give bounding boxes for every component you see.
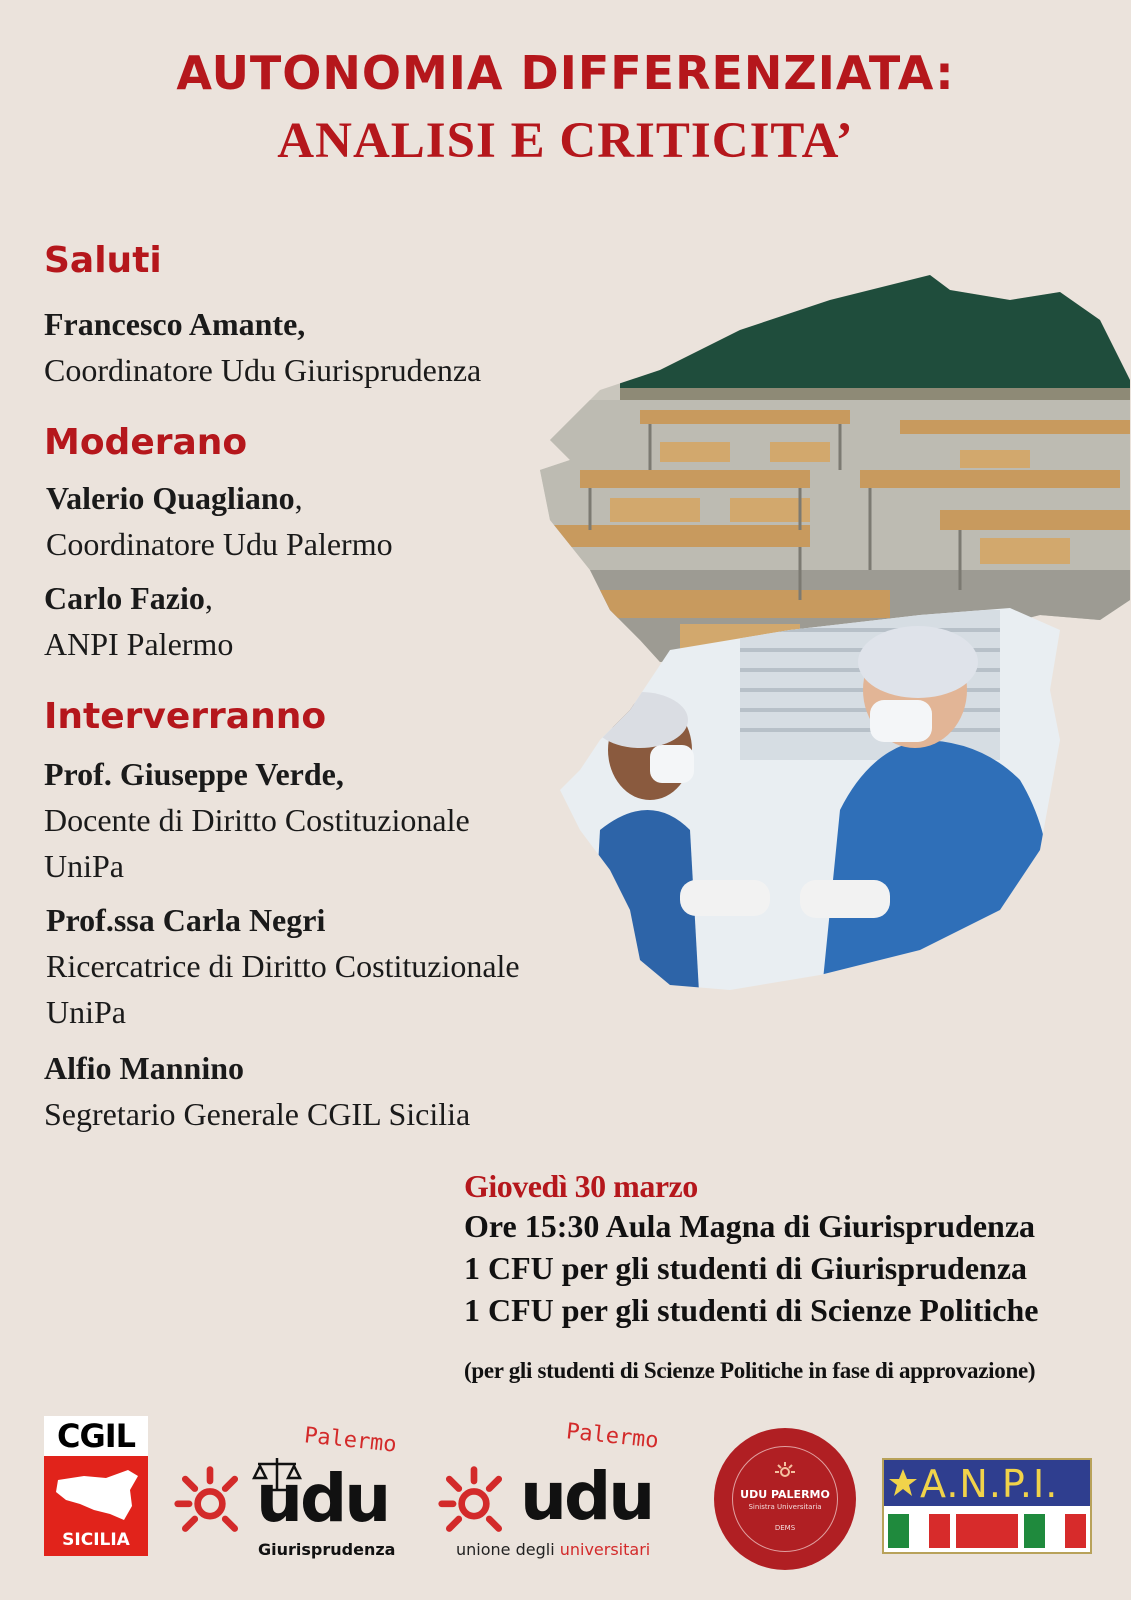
- circle-logo-footer: DEMS: [774, 1524, 796, 1532]
- udu-word: udu: [256, 1460, 389, 1537]
- speaker-name-suffix: ,: [204, 580, 213, 616]
- speaker-name: Valerio Quagliano: [46, 480, 295, 516]
- sun-icon: [775, 1462, 795, 1482]
- event-date: Giovedì 30 marzo: [464, 1168, 698, 1204]
- speaker-role: Docente di Diritto Costituzionale: [44, 802, 470, 838]
- classroom-photo: [540, 270, 1130, 670]
- speaker-role: Coordinatore Udu Giurisprudenza: [44, 352, 482, 388]
- anpi-logo: [882, 1458, 1096, 1558]
- cgil-logo-red-panel: [44, 1456, 148, 1556]
- udu-subtitle: Giurisprudenza: [258, 1540, 396, 1559]
- section-heading-saluti: Saluti: [44, 240, 162, 281]
- anpi-logo-text: A.N.P.I.: [920, 1462, 1059, 1506]
- udu-word: udu: [520, 1458, 653, 1535]
- cgil-logo-text: CGIL: [44, 1416, 148, 1456]
- speaker-name: Prof. Giuseppe Verde,: [44, 756, 344, 792]
- event-time-place: Ore 15:30 Aula Magna di Giurisprudenza: [464, 1208, 1036, 1244]
- udu-palermo-circle-logo: [714, 1428, 856, 1570]
- speaker-role: Segretario Generale CGIL Sicilia: [44, 1096, 471, 1132]
- circle-logo-title: UDU PALERMO: [740, 1488, 830, 1501]
- event-cfu-giurisprudenza: 1 CFU per gli studenti di Giurisprudenza: [464, 1250, 1028, 1286]
- speaker-name-line: [46, 480, 303, 517]
- circle-badge: [714, 1428, 856, 1570]
- udu-script-text: Palermo: [564, 1419, 660, 1454]
- speaker-role: ANPI Palermo: [44, 626, 234, 662]
- udu-subtitle-a: unione degli: [456, 1540, 560, 1559]
- speaker-role: Coordinatore Udu Palermo: [46, 526, 393, 562]
- doctors-photo: [540, 600, 1130, 1010]
- speaker-affiliation: UniPa: [46, 994, 126, 1030]
- anpi-logo-frame: [882, 1458, 1092, 1554]
- event-cfu-scienze-politiche: 1 CFU per gli studenti di Scienze Politiche: [464, 1292, 1039, 1328]
- udu-subtitle-b: universitari: [559, 1540, 651, 1559]
- speaker-name: Carlo Fazio: [44, 580, 205, 616]
- udu-giurisprudenza-logo: [172, 1423, 432, 1566]
- speaker-name-suffix: ,: [294, 480, 303, 516]
- event-note: (per gli studenti di Scienze Politiche in fase di approvazione): [464, 1358, 1036, 1383]
- red-band: [956, 1514, 1018, 1548]
- photo-collage: [540, 270, 1130, 1010]
- udu-palermo-logo: [436, 1419, 688, 1566]
- speaker-name-line: [44, 580, 213, 617]
- section-heading-moderano: Moderano: [44, 422, 248, 463]
- speaker-name: Francesco Amante,: [44, 306, 306, 342]
- title-line-2: ANALISI E CRITICITA’: [277, 113, 854, 169]
- udu-subtitle: [456, 1540, 650, 1559]
- sun-icon: [172, 1462, 248, 1538]
- circle-logo-subtitle: Sinistra Universitaria: [748, 1503, 822, 1511]
- sicily-map-icon: [44, 1460, 148, 1530]
- speaker-role: Ricercatrice di Diritto Costituzionale: [46, 948, 520, 984]
- sun-icon: [436, 1462, 512, 1538]
- italian-flag-right: [1024, 1514, 1086, 1548]
- italian-flag-left: [888, 1514, 950, 1548]
- udu-script-text: Palermo: [302, 1423, 398, 1458]
- cgil-sicilia-logo: [44, 1416, 148, 1556]
- speaker-name: Alfio Mannino: [44, 1050, 245, 1086]
- speaker-name: Prof.ssa Carla Negri: [46, 902, 326, 938]
- speaker-affiliation: UniPa: [44, 848, 124, 884]
- cgil-logo-subtext: SICILIA: [62, 1530, 130, 1550]
- section-heading-interverranno: Interverranno: [44, 696, 327, 737]
- star-icon: [888, 1468, 918, 1498]
- title-line-1: AUTONOMIA DIFFERENZIATA:: [176, 46, 955, 100]
